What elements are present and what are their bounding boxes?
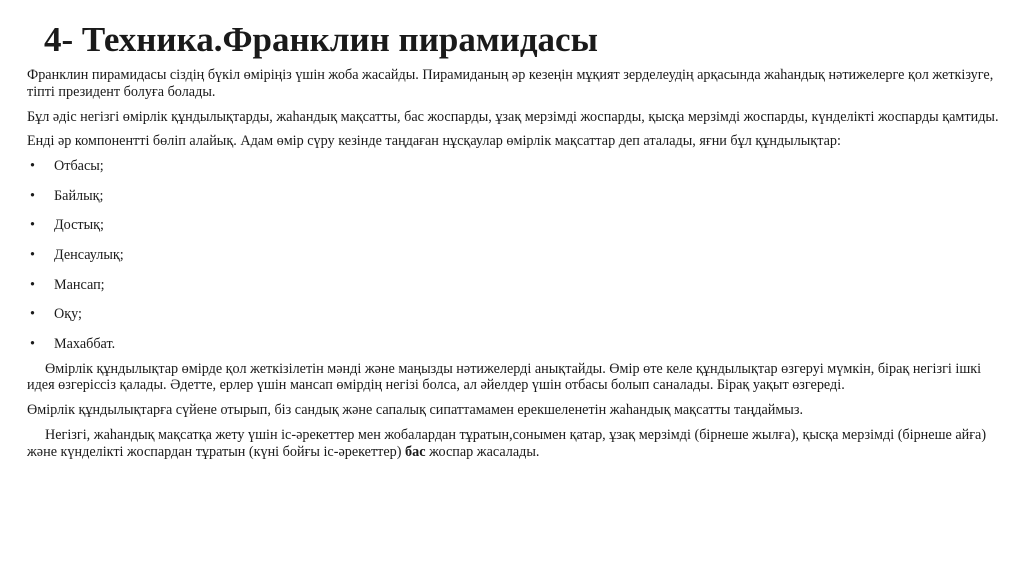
list-item-label: Достық; — [54, 217, 104, 234]
paragraph-life-values: Өмірлік құндылықтар өмірде қол жеткізілетін мәнді және маңызды нәтижелерді анықтайды. Өмір өте келе құндылықтар өзгеруі мүмкін, бірақ негізгі ішкі идея өзгеріссіз қалады. Әдетте, ерлер үшін мансап өмірдің негізі болса, ал әйелдер үшін отбасы болып саналады. Бірақ уақыт өзгереді. — [27, 360, 982, 394]
paragraph-intro: Франклин пирамидасы сіздің бүкіл өміріңіз үшін жоба жасайды. Пирамиданың әр кезеңін мұқият зерделеудің арқасында жаһандық нәтижелерге қол жеткізуге, тіпті президент болуға болады. — [27, 67, 994, 100]
bullet-icon: • — [30, 246, 35, 263]
master-plan-bold-word: бас — [405, 443, 426, 460]
values-list — [27, 158, 1002, 352]
list-item — [27, 306, 1002, 323]
list-item — [27, 336, 1002, 353]
paragraph-components: Енді әр компонентті бөліп алайық. Адам өмір сүру кезінде таңдаған нұсқаулар өмірлік мақсаттар деп аталады, яғни бұл құндылықтар: — [27, 133, 841, 150]
slide-body — [27, 67, 1002, 461]
list-item-label: Байлық; — [54, 187, 104, 204]
bullet-icon: • — [30, 187, 35, 204]
list-item — [27, 247, 1002, 264]
list-item-label: Махаббат. — [54, 335, 116, 352]
bullet-icon: • — [30, 158, 35, 175]
list-item — [27, 277, 1002, 294]
bullet-icon: • — [30, 335, 35, 352]
paragraph-global-goal: Өмірлік құндылықтарға сүйене отырып, біз сандық және сапалық сипаттамамен ерекшеленетін жаһандық мақсатты таңдаймыз. — [27, 402, 803, 419]
list-item-label: Денсаулық; — [54, 246, 124, 263]
list-item-label: Оқу; — [54, 306, 82, 323]
paragraph-method: Бұл әдіс негізгі өмірлік құндылықтарды, жаһандық мақсатты, бас жоспарды, ұзақ мерзімді жоспарды, қысқа мерзімді жоспарды, күнделікті жоспарды қамтиды. — [27, 108, 999, 125]
bullet-icon: • — [30, 276, 35, 293]
list-item — [27, 158, 1002, 175]
bullet-icon: • — [30, 306, 35, 323]
paragraph-master-plan — [27, 427, 1002, 461]
list-item — [27, 217, 1002, 234]
bullet-icon: • — [30, 217, 35, 234]
master-plan-text-end: жоспар жасалады. — [425, 443, 540, 460]
list-item-label: Мансап; — [54, 276, 105, 293]
slide-title: 4- Техника.Франклин пирамидасы — [44, 20, 598, 59]
list-item-label: Отбасы; — [54, 158, 104, 175]
list-item — [27, 188, 1002, 205]
master-plan-text-start: Негізгі, жаһандық мақсатқа жету үшін іс-әрекеттер мен жобалардан тұратын,сонымен қатар, ұзақ мерзімді (бірнеше жылға), қысқа мерзімді (бірнеше айға) және күнделікті жоспардан тұратын (күні бойғы іс-әрекеттер) — [27, 426, 987, 460]
